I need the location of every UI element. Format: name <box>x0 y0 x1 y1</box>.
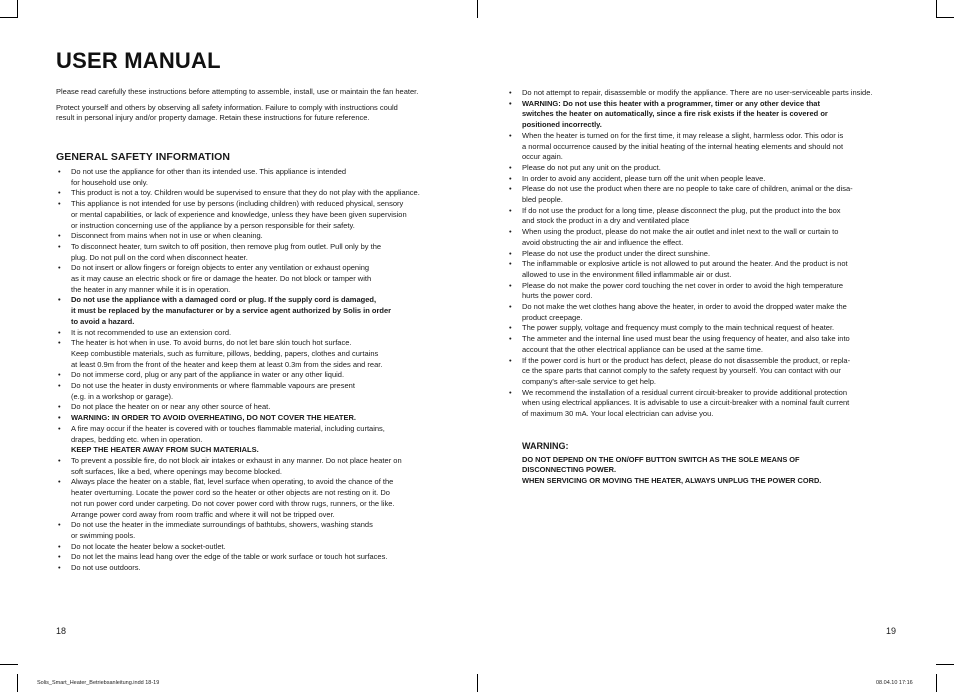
bullet-item <box>507 184 897 205</box>
bullet-text: WARNING: IN ORDER TO AVOID OVERHEATING, DO NOT COVER THE HEATER. <box>71 413 357 423</box>
bullet-text: The inflammable or explosive article is not allowed to put around the heater. And the product is not allowed to use in the environment filled inflammable air or dust. <box>522 259 848 279</box>
bullet-item <box>507 388 897 420</box>
bullet-text: Disconnect from mains when not in use or when cleaning. <box>71 231 263 241</box>
bullet-text: The heater is hot when in use. To avoid burns, do not let bare skin touch hot surface. Keep combustible materials, such as furniture, pillows, bedding, papers, clothes and curtains at least 0.9m from the front of the heater and keep them at least 0.3m from the sides and rear. <box>71 338 383 369</box>
bullet-text: Do not let the mains lead hang over the edge of the table or work surface or touch hot surfaces. <box>71 552 388 562</box>
bullet-item <box>507 88 897 99</box>
bullet-text: Do not attempt to repair, disassemble or modify the appliance. There are no user-serviceable parts inside. <box>522 88 873 97</box>
crop-mark <box>936 674 937 692</box>
bullet-text: To prevent a possible fire, do not block air intakes or exhaust in any manner. Do not place heater on soft surfaces, like a bed, where openings may become blocked. <box>71 455 402 476</box>
bullet-text: Do not use the heater in dusty environments or where flammable vapours are present (e.g. in a workshop or garage). <box>71 381 355 401</box>
bullet-item <box>56 424 448 456</box>
bullet-item <box>507 259 897 280</box>
crop-mark <box>0 17 18 18</box>
bullet-item <box>56 477 448 520</box>
page-title: USER MANUAL <box>56 48 221 73</box>
bullet-text: In order to avoid any accident, please turn off the unit when people leave. <box>522 173 766 183</box>
bullet-item <box>56 167 448 188</box>
bullet-text: Do not insert or allow fingers or foreign objects to enter any ventilation or exhaust opening as it may cause an electric shock or fire or damage the heater. Do not block or tamper with the heater in any manner while it is in operation. <box>71 263 372 294</box>
bullet-text: Please do not use the product under the direct sunshine. <box>522 248 711 258</box>
bullet-item <box>507 206 897 227</box>
bullet-text: Do not place the heater on or near any other source of heat. <box>71 402 271 412</box>
footer-filename: Solis_Smart_Heater_Betriebsanleitung.indd 18-19 <box>37 680 160 686</box>
bullet-item <box>507 99 897 131</box>
bullet-item <box>56 520 448 541</box>
bullet-text: Do not locate the heater below a socket-outlet. <box>71 541 226 551</box>
bullet-item <box>507 281 897 302</box>
bullet-item <box>56 295 448 327</box>
bullet-item <box>56 263 448 295</box>
warning-body: DO NOT DEPEND ON THE ON/OFF BUTTON SWITCH AS THE SOLE MEANS OF DISCONNECTING POWER. WHEN SERVICING OR MOVING THE HEATER, ALWAYS UNPLUG THE POWER CORD. <box>522 455 822 485</box>
safety-list-right <box>507 88 897 420</box>
crop-mark <box>17 0 18 18</box>
bullet-item <box>507 334 897 355</box>
crop-mark <box>17 674 18 692</box>
bullet-item <box>507 131 897 163</box>
bullet-item <box>56 328 448 339</box>
bullet-text: Do not use the appliance for other than its intended use. This appliance is intended for household use only. <box>71 167 347 187</box>
bullet-item <box>507 249 897 260</box>
bullet-text: Do not use the heater in the immediate surroundings of bathtubs, showers, washing stands or swimming pools. <box>71 520 373 540</box>
bullet-text: Please do not use the product when there are no people to take care of children, animal or the disa- bled people. <box>522 184 853 205</box>
bullet-item <box>56 381 448 402</box>
bullet-text: If the power cord is hurt or the product has defect, please do not disassemble the product, or repla- ce the spare parts that cannot comply to the safety request by yourself. You can contact with our company's after-sale service to get help. <box>522 355 851 386</box>
bullet-text: Do not immerse cord, plug or any part of the appliance in water or any other liquid. <box>71 370 345 380</box>
bullet-text: The ammeter and the internal line used must bear the using frequency of heater, and also take into account that the other electrical appliance can be used at the same time. <box>522 334 850 354</box>
bullet-item <box>56 370 448 381</box>
page-number-right: 19 <box>886 626 897 636</box>
bullet-text: The power supply, voltage and frequency must comply to the main technical request of heater. <box>522 323 835 333</box>
crop-mark <box>936 17 954 18</box>
bullet-item <box>507 227 897 248</box>
crop-mark <box>0 664 18 665</box>
bullet-item <box>56 242 448 263</box>
safety-list-left <box>56 167 448 574</box>
section-heading: GENERAL SAFETY INFORMATION <box>56 151 231 163</box>
bullet-item <box>507 174 897 185</box>
intro-paragraph: Protect yourself and others by observing all safety information. Failure to comply with instructions could result in personal injury and/or property damage. Retain these instructions for future reference. <box>56 102 398 123</box>
crop-mark <box>477 0 478 18</box>
bullet-item <box>56 231 448 242</box>
bullet-text: If do not use the product for a long time, please disconnect the plug, put the product into the box and stock the product in a dry and ventilated place <box>522 205 841 226</box>
bullet-text: When using the product, please do not make the air outlet and inlet next to the wall or curtain to avoid obstructing the air and influence the effect. <box>522 227 839 247</box>
bullet-text: This appliance is not intended for use by persons (including children) with reduced physical, sensory or mental capabilities, or lack of experience and knowledge, unless they have been given supervision or instruction concerning use of the appliance by a person responsible for their safety. <box>71 199 407 230</box>
bullet-text: It is not recommended to use an extension cord. <box>71 327 232 337</box>
bullet-text: To disconnect heater, turn switch to off position, then remove plug from outlet. Pull only by the plug. Do not pull on the cord when disconnect heater. <box>71 241 382 262</box>
bullet-text: Please do not make the power cord touching the net cover in order to avoid the high temperature hurts the power cord. <box>522 280 844 301</box>
bullet-text: WARNING: Do not use this heater with a programmer, timer or any other device that switches the heater on automatically, since a fire risk exists if the heater is covered or positioned incorrectly. <box>522 98 828 130</box>
intro-text <box>56 87 446 129</box>
bullet-text: Do not use the appliance with a damaged cord or plug. If the supply cord is damaged, it must be replaced by the manufacturer or by a service agent authorized by Solis in order to avoid a hazard. <box>71 295 392 326</box>
bullet-item <box>56 542 448 553</box>
crop-mark <box>936 664 954 665</box>
page-number-left: 18 <box>56 626 67 636</box>
bullet-emphasis: KEEP THE HEATER AWAY FROM SUCH MATERIALS. <box>71 445 259 455</box>
bullet-text: Please do not put any unit on the product. <box>522 162 661 172</box>
intro-paragraph: Please read carefully these instructions before attempting to assemble, install, use or maintain the fan heater. <box>56 87 419 96</box>
bullet-item <box>56 456 448 477</box>
bullet-item <box>56 563 448 574</box>
bullet-text: Do not use outdoors. <box>71 563 141 573</box>
bullet-item <box>507 323 897 334</box>
bullet-text: This product is not a toy. Children would be supervised to ensure that they do not play with the appliance. <box>71 188 420 198</box>
bullet-item <box>56 413 448 424</box>
crop-mark <box>936 0 937 18</box>
bullet-item <box>56 199 448 231</box>
bullet-item <box>56 338 448 370</box>
bullet-text: When the heater is turned on for the first time, it may release a slight, harmless odor. This odor is a normal occurrence caused by the initial heating of the internal heating elements and should not occur again. <box>522 130 844 162</box>
bullet-text: Do not make the wet clothes hang above the heater, in order to avoid the dropped water make the product creepage. <box>522 302 847 322</box>
crop-mark <box>477 674 478 692</box>
bullet-text: A fire may occur if the heater is covered with or touches flammable material, including curtains, drapes, bedding etc. when in operation. <box>71 423 385 444</box>
bullet-item <box>56 402 448 413</box>
bullet-item <box>56 552 448 563</box>
bullet-item <box>56 188 448 199</box>
footer-timestamp: 08.04.10 17:16 <box>876 680 913 686</box>
bullet-text: Always place the heater on a stable, flat, level surface when operating, to avoid the chance of the heater overturning. Locate the power cord so the heater or other objects are not resting on it. Do not run power cord under carpeting. Do not cover power cord with throw rugs, runners, or the like. Arrange power cord away from room traffic and where it will not be tripped over. <box>71 477 395 519</box>
bullet-item <box>507 302 897 323</box>
bullet-item <box>507 163 897 174</box>
warning-heading: WARNING: <box>522 441 569 451</box>
bullet-text: We recommend the installation of a residual current circuit-breaker to provide additional protection when using electrical appliances. It is advisable to use a circuit-breaker with a nominal fault current of maximum 30 mA. Your local electrician can advise you. <box>522 387 850 419</box>
bullet-item <box>507 356 897 388</box>
